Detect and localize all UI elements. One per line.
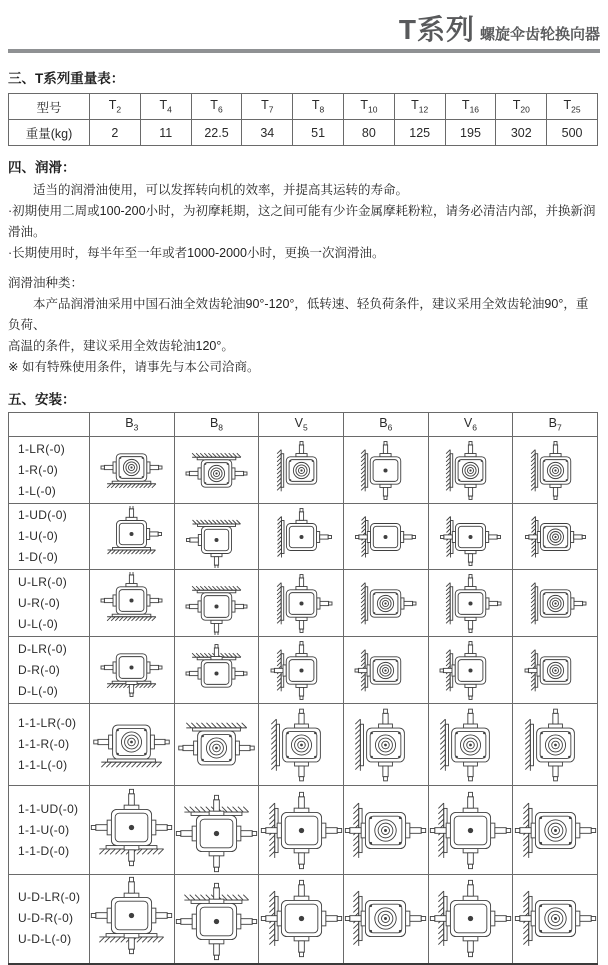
gearbox-diagram	[175, 439, 258, 502]
model-label-cell	[9, 875, 90, 964]
model-label-cell	[9, 504, 90, 570]
gearbox-diagram-cell	[428, 437, 513, 504]
gearbox-diagram	[429, 572, 512, 635]
gearbox-diagram	[260, 788, 343, 873]
gearbox-diagram-cell	[343, 875, 428, 964]
gearbox-diagram	[344, 706, 427, 784]
gearbox-diagram-cell	[513, 704, 598, 786]
model-cell: $T_{16}$	[445, 94, 496, 120]
gearbox-diagram-cell	[90, 875, 175, 964]
gearbox-diagram	[90, 506, 173, 568]
gearbox-diagram	[514, 572, 597, 635]
gearbox-diagram	[344, 876, 427, 961]
gearbox-diagram-cell	[428, 637, 513, 704]
gearbox-diagram-cell	[513, 570, 598, 637]
weight-section	[8, 67, 600, 146]
gearbox-diagram-cell	[343, 570, 428, 637]
gearbox-diagram	[90, 876, 173, 961]
model-label-cell	[9, 704, 90, 786]
mounting-position-B3: $B_3$	[90, 413, 175, 437]
weight-value-cell: 2	[90, 120, 141, 146]
gearbox-diagram	[175, 572, 258, 635]
gearbox-diagram-cell	[90, 637, 175, 704]
install-table	[8, 412, 598, 965]
model-label: D-R(-0)	[18, 662, 61, 677]
gearbox-diagram-cell	[259, 570, 344, 637]
gearbox-diagram	[429, 876, 512, 961]
gearbox-diagram-cell	[174, 786, 259, 875]
gearbox-diagram	[90, 788, 173, 873]
model-label: U-D-R(-0)	[18, 911, 74, 926]
gearbox-diagram-cell	[343, 504, 428, 570]
gearbox-diagram-cell	[513, 437, 598, 504]
gearbox-diagram-cell	[90, 504, 175, 570]
gearbox-diagram	[175, 876, 258, 961]
mounting-position-B6: $B_6$	[343, 413, 428, 437]
lube-types-heading: 润滑油种类：	[8, 276, 84, 290]
model-label-cell	[9, 437, 90, 504]
gearbox-diagram	[514, 876, 597, 961]
lube-intro: 适当的润滑油使用，可以发挥转向机的效率，并提高其运转的寿命。	[33, 183, 409, 197]
page-header	[8, 4, 600, 53]
model-cell: $T_{12}$	[394, 94, 445, 120]
weight-value-cell: 195	[445, 120, 496, 146]
gearbox-diagram-cell	[343, 437, 428, 504]
weight-value-cell: 22.5	[191, 120, 242, 146]
model-label: 1-1-U(-0)	[18, 822, 70, 837]
gearbox-diagram	[344, 788, 427, 873]
gearbox-diagram-cell	[513, 637, 598, 704]
gearbox-diagram	[175, 506, 258, 568]
mounting-position-B8: $B_8$	[174, 413, 259, 437]
gearbox-diagram	[90, 706, 173, 784]
gearbox-diagram	[260, 439, 343, 502]
gearbox-diagram	[429, 639, 512, 702]
gearbox-diagram	[429, 506, 512, 568]
weight-value-cell: 11	[140, 120, 191, 146]
gearbox-diagram	[260, 639, 343, 702]
model-label: 1-LR(-0)	[18, 441, 66, 456]
mounting-position-B7: $B_7$	[513, 413, 598, 437]
model-label-cell	[9, 637, 90, 704]
lubrication-heading: 四、润滑：	[8, 160, 76, 175]
gearbox-diagram	[175, 788, 258, 873]
weight-row-label: 重量(kg)	[9, 120, 90, 146]
gearbox-diagram-cell	[259, 437, 344, 504]
gearbox-diagram-cell	[428, 786, 513, 875]
gearbox-diagram	[514, 439, 597, 502]
gearbox-diagram	[344, 572, 427, 635]
weight-row-label: 型号	[9, 94, 90, 120]
gearbox-diagram	[260, 506, 343, 568]
gearbox-diagram	[260, 572, 343, 635]
gearbox-diagram-cell	[343, 637, 428, 704]
model-label: 1-U(-0)	[18, 529, 59, 543]
weight-value-cell: 34	[242, 120, 293, 146]
gearbox-diagram-cell	[513, 875, 598, 964]
model-label: U-L(-0)	[18, 616, 59, 631]
gearbox-diagram-cell	[174, 637, 259, 704]
model-label-cell	[9, 786, 90, 875]
gearbox-diagram	[90, 639, 173, 702]
gearbox-diagram-cell	[259, 875, 344, 964]
gearbox-diagram	[175, 706, 258, 784]
gearbox-diagram-cell	[174, 704, 259, 786]
gearbox-diagram	[429, 439, 512, 502]
model-label: U-R(-0)	[18, 595, 61, 610]
weight-heading: 三、T系列重量表：	[8, 71, 125, 86]
model-cell: $T_4$	[140, 94, 191, 120]
model-label: 1-R(-0)	[18, 462, 59, 477]
model-label: 1-1-UD(-0)	[18, 801, 79, 816]
series-subtitle: 螺旋伞齿轮换向器	[479, 26, 600, 43]
model-label: 1-1-LR(-0)	[18, 716, 77, 730]
gearbox-diagram-cell	[259, 786, 344, 875]
model-label: 1-UD(-0)	[18, 508, 68, 522]
model-cell: $T_{25}$	[547, 94, 598, 120]
gearbox-diagram-cell	[259, 504, 344, 570]
gearbox-diagram-cell	[90, 570, 175, 637]
gearbox-diagram-cell	[174, 570, 259, 637]
gearbox-diagram-cell	[174, 875, 259, 964]
lube-bullet-2: ·长期使用时，每半年至一年或者1000-2000小时，更换一次润滑油。	[8, 246, 385, 260]
model-cell: $T_6$	[191, 94, 242, 120]
series-title: T系列	[398, 14, 475, 45]
gearbox-diagram	[175, 639, 258, 702]
weight-value-cell: 500	[547, 120, 598, 146]
model-cell: $T_{10}$	[343, 94, 394, 120]
lubrication-section	[8, 156, 600, 378]
gearbox-diagram	[429, 706, 512, 784]
install-section	[8, 388, 600, 965]
gearbox-diagram-cell	[343, 704, 428, 786]
weight-value-cell: 125	[394, 120, 445, 146]
gearbox-diagram	[514, 639, 597, 702]
gearbox-diagram	[344, 506, 427, 568]
gearbox-diagram-cell	[174, 504, 259, 570]
model-label-cell	[9, 570, 90, 637]
model-cell: $T_8$	[293, 94, 344, 120]
gearbox-diagram	[260, 706, 343, 784]
gearbox-diagram	[260, 876, 343, 961]
weight-value-cell: 302	[496, 120, 547, 146]
model-cell: $T_2$	[90, 94, 141, 120]
install-heading: 五、安装：	[8, 392, 76, 407]
gearbox-diagram	[90, 572, 173, 635]
gearbox-diagram-cell	[428, 875, 513, 964]
model-label: 1-1-R(-0)	[18, 737, 70, 751]
weight-table	[8, 93, 598, 146]
lube-types-line-1: 本产品润滑油采用中国石油全效齿轮油90°-120°，低转速、轻负荷条件，建议采用全效齿轮油90°，重负荷、	[8, 297, 589, 332]
lube-note: ※ 如有特殊使用条件，请事先与本公司洽商。	[8, 360, 260, 374]
gearbox-diagram-cell	[90, 704, 175, 786]
mounting-position-V6: $V_6$	[428, 413, 513, 437]
lube-bullet-1: ·初期使用二周或100-200小时，为初摩耗期，这之间可能有少许金属摩耗粉粒，请务必清洁内部，并换新润滑油。	[8, 204, 596, 239]
lube-types-line-2: 高温的条件，建议采用全效齿轮油120°。	[8, 339, 234, 353]
gearbox-diagram	[429, 788, 512, 873]
gearbox-diagram-cell	[428, 504, 513, 570]
model-label: 1-L(-0)	[18, 483, 57, 498]
title-block	[8, 4, 600, 48]
gearbox-diagram-cell	[174, 437, 259, 504]
mounting-position-V5: $V_5$	[259, 413, 344, 437]
weight-value-cell: 51	[293, 120, 344, 146]
gearbox-diagram	[514, 506, 597, 568]
gearbox-diagram	[514, 788, 597, 873]
gearbox-diagram-cell	[343, 786, 428, 875]
model-label: D-LR(-0)	[18, 641, 68, 656]
model-label: 1-1-L(-0)	[18, 758, 68, 772]
model-cell: $T_{20}$	[496, 94, 547, 120]
gearbox-diagram-cell	[259, 704, 344, 786]
model-label: U-D-L(-0)	[18, 932, 72, 947]
weight-value-cell: 80	[343, 120, 394, 146]
gearbox-diagram	[514, 706, 597, 784]
gearbox-diagram-cell	[90, 437, 175, 504]
model-label: U-LR(-0)	[18, 574, 68, 589]
model-label: 1-D(-0)	[18, 550, 59, 564]
gearbox-diagram-cell	[513, 504, 598, 570]
header-rule	[8, 49, 600, 53]
gearbox-diagram-cell	[90, 786, 175, 875]
model-label: D-L(-0)	[18, 683, 59, 698]
gearbox-diagram-cell	[259, 637, 344, 704]
gearbox-diagram-cell	[513, 786, 598, 875]
gearbox-diagram	[344, 639, 427, 702]
model-label: 1-1-D(-0)	[18, 843, 70, 858]
gearbox-diagram-cell	[428, 570, 513, 637]
gearbox-diagram	[344, 439, 427, 502]
model-cell: $T_7$	[242, 94, 293, 120]
corner-cell	[9, 413, 90, 437]
model-label: U-D-LR(-0)	[18, 890, 81, 905]
gearbox-diagram-cell	[428, 704, 513, 786]
gearbox-diagram	[90, 439, 173, 502]
